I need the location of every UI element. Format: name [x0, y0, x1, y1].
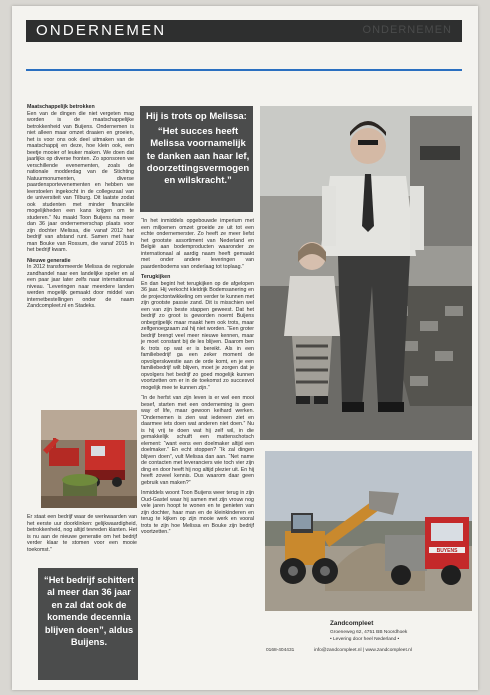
- photo-site-machinery: [41, 410, 137, 508]
- pull-quote-heading: Hij is trots op Melissa:: [146, 111, 247, 122]
- company-address: Groeneweg 62, 4751 BB Noordhoek: [330, 630, 408, 635]
- article-paragraph: Er staat een bedrijf waar de werkwaarden van het eerste uur doorklinken: gelijkwaardigheid, betrokkenheid, nog altijd tevreden klanten. Het is nu aan de nieuwe generatie om het bedrijf verder klaar te stomen voor een mooie toekomst.”: [27, 514, 137, 553]
- pull-quote-text: “Het bedrijf schittert al meer dan 36 jaar en zal dat ook de komende decennia blijven doen”, aldus Buijens.: [44, 575, 134, 648]
- pull-quote-bottom: [38, 568, 138, 680]
- subheading-nieuwe-generatie: Nieuwe generatie: [27, 257, 71, 264]
- photo-loader-and-truck: [265, 451, 472, 611]
- article-paragraph: In 2012 transformeerde Melissa de regionale zandhandel naar een landelijke speler en al een paar jaar later zelfs naar internationaal niveau. “Leveringen naar meerdere landen werden mogelijk gemaakt door middel van internetbestellingen onder de naam Zandcompleet.nl en Stadeks.: [27, 264, 134, 309]
- left-column-top: [27, 104, 134, 314]
- photo-father-and-daughter: [260, 106, 472, 440]
- company-phone: 0168-404431: [266, 648, 295, 653]
- subheading-terugkijken: Terugkijken: [141, 274, 171, 280]
- article-paragraph: En dan begint het terugkijken op de afgelopen 36 jaar. Hij verkocht kleidrijk Bodemsanering en de projectontwikkeling om verder te kunnen met zijn grootste passie zand. Dit is misschien wel een van zijn beste stappen geweest. Dat het bedrijf zo groot is geworden noemt Buijens onbegrijpelijk maar maakt hem ook trots, maar zelfgenoegzaam zal hij niet worden. “Een groter bedrijf brengt veel meer nieuwe kennen, maar je moet constant bij de les blijven. Daarom ben ik trots op wat er is bereikt. Als in een familiebedrijf ga een zeker moment de opvolgerskwestie aan de orde komt, en je een familiebedrijf wilt blijven, moet je zorgen dat je opvolgers het bedrijf zo goed mogelijk kunnen voortzetten om er in de toekomst zo succesvol mogelijk mee te kunnen zijn.”: [141, 280, 254, 391]
- blue-divider: [26, 69, 462, 71]
- article-paragraph: “In het inmiddels opgebouwde imperium met een miljoenen omzet groeide ze uit tot een echte ondernemerster. Zo heeft ze meer liefst het grootste assortiment van Nederland en België aan bodemproducten waaronder ze internationaal al aardig naam heeft gemaakt met onder andere leveringen van paardenbodems van onderlaag tot toplaag.”: [141, 218, 254, 270]
- truck-door-text: BUYENS: [436, 548, 458, 554]
- company-email-site: info@zandcompleet.nl | www.zandcompleet.nl: [314, 648, 412, 653]
- company-tagline: • Levering door heel Nederland •: [330, 637, 400, 642]
- left-column-bottom: [27, 514, 137, 557]
- middle-column: [141, 218, 254, 540]
- section-title-ghost: ONDERNEMEN: [362, 24, 452, 36]
- article-paragraph: Inmiddels woont Toon Buijens weer terug in zijn Oud-Gastel waar hij samen met zijn vrouw nog vele jaren hoopt te wonen en te genieten van zijn dochter, haar man en de kleinkinderen en terug te kijken op zijn mooie werk en vooral trots te zijn hoe Melissa en Bouke zijn bedrijf voortzetten.”: [141, 490, 254, 535]
- article-paragraph: “In de herfst van zijn leven is er wel een mooi besef, starten met een onderneming is geen way of life, maar gewoon keihard werken. “Ondernemen is zien wat iedereen ziet en daarmee iets doen wat anderen niet doen.” Nu is hij vrij te doen wat hij zelf wil, in die gemakkelijk schuift een mattenschotsch element: “want eens een doelmaker altijd een doelmaker.” En echt stoppen? “Ik zal dingen blijven doen”, vult Melissa dan aan. “Net name de contacten met leveranciers wie toch vier zijn ding en door heeft hij nog altijd plezier uit. En hij heeft zoveel kennis. Dus waarom daar geen gebruik van maken?”: [141, 395, 254, 486]
- section-title: ONDERNEMEN: [36, 22, 167, 39]
- section-banner: [26, 20, 462, 42]
- contact-block: [266, 618, 472, 658]
- company-name: Zandcompleet: [330, 620, 374, 627]
- article-paragraph: Een van de dingen die niet vergeten mag worden is de maatschappelijke betrokkenheid van Buijens. Ondernemen is niet alleen maar omzet draaien en groeien, het is voor ons ook deel uitmaken van de maatschappij en deze, hoe klein ook, een beetje mooier of leuker maken. We doen dat jaarlijks op diverse fronten. Zo sponsoren we verschillende evenementen, zoals de nationale modderdag van de Stichting Natuurmonumenten, diverse paardensportevenementen en hebben we leerstoelen ingekocht in de collegezaal van de universiteit van Tilburg. Dit laatste zodat ook studenten met minder financiële mogelijkheden een kans krijgen om te studeren.” Nu maakt Toon Buijens na meer dan 36 jaar ondernemerschap plaats voor zijn dochter Melissa, die vanaf 2012 het bedrijf van afstand runt. Samen met haar man Bouke van Rossum, die vanaf 2015 in het bedrijf kwam.: [27, 110, 134, 253]
- newspaper-page: [12, 6, 478, 690]
- pull-quote-text: “Het succes heeft Melissa voornamelijk te danken aan haar lef, doorzettingsvermogen en wilskracht.”: [146, 126, 250, 187]
- pull-quote-top: [140, 106, 253, 212]
- subheading-maatschappelijk: Maatschappelijk betrokken: [27, 104, 95, 110]
